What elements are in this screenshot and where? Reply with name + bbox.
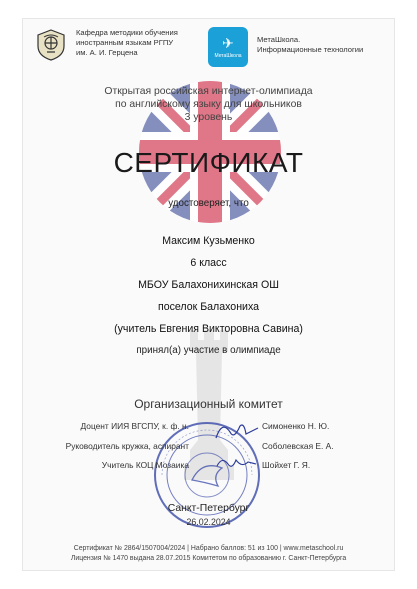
certifies-text: удостоверяет, что <box>168 198 249 209</box>
participation-text: принял(а) участие в олимпиаде <box>136 345 281 356</box>
left-org-line-1: Кафедра методики обучения <box>76 28 178 37</box>
right-org-line-1: МетаШкола. <box>257 35 301 44</box>
olympiad-title <box>0 85 417 124</box>
signature-3-icon <box>214 452 258 474</box>
dove-icon: ✈ <box>222 34 234 51</box>
metaschool-logo-text: МетаШкола <box>214 52 242 59</box>
metaschool-block <box>208 27 397 67</box>
recipient-teacher: (учитель Евгения Викторовна Савина) <box>114 323 303 335</box>
committee-position-2: Руководитель кружка, аспирант <box>65 441 189 451</box>
certificate-footer-line-2: Лицензия № 1470 выдана 28.07.2015 Комитетом по образованию г. Санкт-Петербурга <box>70 555 347 562</box>
signature-1-icon <box>212 418 262 448</box>
olympiad-line-2: по английскому языку для школьников <box>115 99 302 110</box>
metaschool-logo <box>208 27 248 67</box>
olympiad-level: 3 уровень <box>184 112 233 123</box>
recipient-name: Максим Кузьменко <box>162 235 255 247</box>
recipient-grade: 6 класс <box>190 257 227 269</box>
recipient-block <box>0 230 417 340</box>
certificate-footer-line-1: Сертификат № 2864/1507004/2024 | Набрано баллов: 51 из 100 | www.metaschool.ru <box>73 545 344 552</box>
committee-position-1: Доцент ИИЯ ВГСПУ, к. ф. н. <box>80 421 189 431</box>
committee-name-3: Шойхет Г. Я. <box>262 460 311 470</box>
recipient-school: МБОУ Балахонихинская ОШ <box>138 279 279 291</box>
olympiad-line-1: Открытая российская интернет-олимпиада <box>104 86 313 97</box>
committee-name-1: Симоненко Н. Ю. <box>262 421 330 431</box>
issue-city: Санкт-Петербург <box>167 503 250 514</box>
committee-name-2: Соболевская Е. А. <box>262 441 334 451</box>
issue-date: 26.02.2024 <box>186 517 231 527</box>
right-org-line-2: Информационные технологии <box>257 45 364 54</box>
committee-heading: Организационный комитет <box>134 397 283 411</box>
left-org-line-2: иностранным языкам РГПУ <box>76 38 174 47</box>
left-org-line-3: им. А. И. Герцена <box>76 48 138 57</box>
herzen-department-block <box>34 28 196 62</box>
certificate-title: СЕРТИФИКАТ <box>113 147 304 178</box>
university-crest-icon <box>34 28 68 62</box>
recipient-locality: поселок Балахониха <box>157 301 260 313</box>
committee-position-3: Учитель КОЦ Мозаика <box>101 460 189 470</box>
